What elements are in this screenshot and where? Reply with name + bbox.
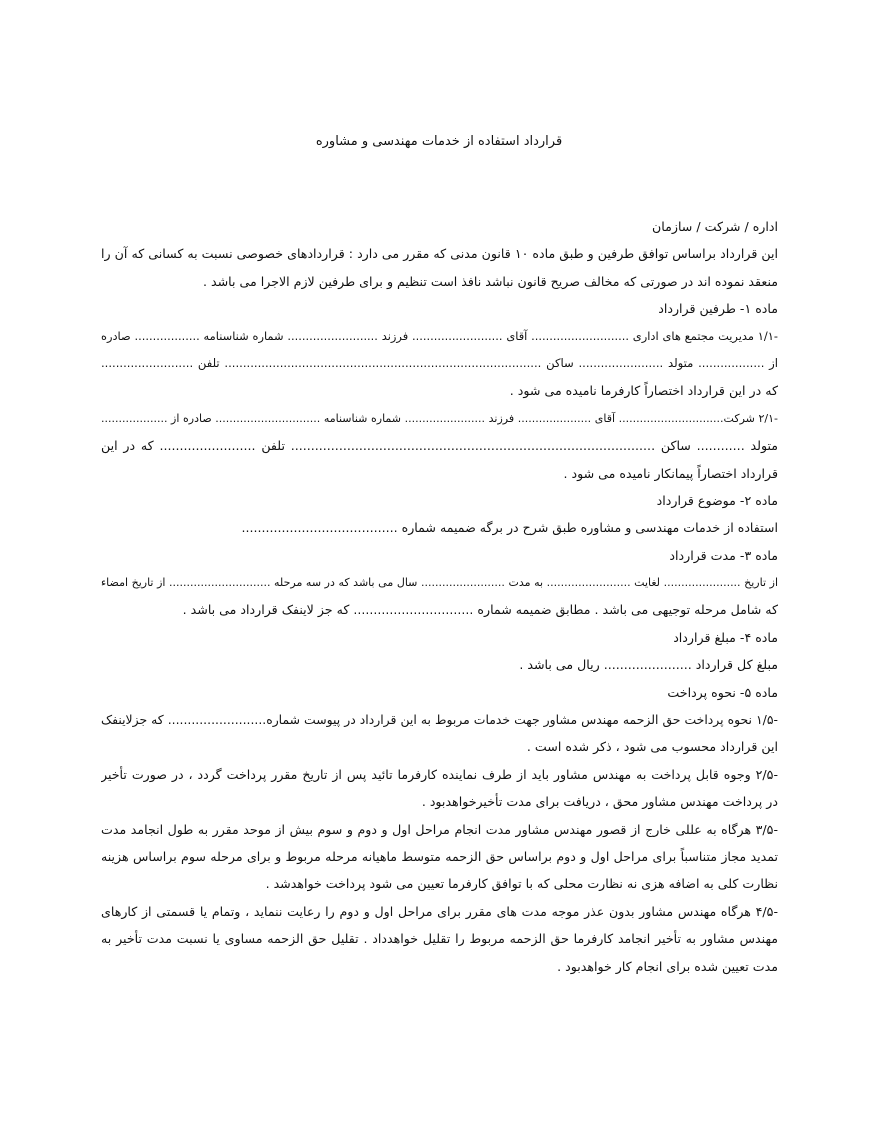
body-line: این قرارداد براساس توافق طرفین و طبق ماده ۱۰ قانون مدنی که مقرر می دارد : قراردادهای خصوصی نسبت به کسانی که آن را [101,246,778,262]
body-line: ماده ۵- نحوه پرداخت [667,684,778,700]
body-line: مدت تعیین شده برای انجام کار خواهدبود . [557,958,778,974]
body-line: ماده ۳- مدت قرارداد [669,547,778,563]
body-line: متولد ............ ساکن ........................................................................................... تلفن ........................ که در این [101,438,778,454]
body-line: -۱/۱ مدیریت مجتمع های اداری ........................... آقای ......................... فرزند ......................... شماره شناسنامه .................. صادره [101,328,778,343]
body-line: -۴/۵ هرگاه مهندس مشاور بدون عذر موجه مدت های مقرر برای مراحل اول و دوم را رعایت ننماید ، وتمام یا قسمتی از کارهای [101,903,778,919]
body-line: ماده ۲- موضوع قرارداد [656,492,778,508]
body-line: این قرارداد محسوب می شود ، ذکر شده است . [526,739,778,755]
body-line: مهندس مشاور به تأخیر انجامد کارفرما حق الزحمه مربوط را تقلیل خواهدداد . تقلیل حق الزحمه مساوی یا نسبت مدت تأخیر به [101,931,778,947]
body-line: -۱/۵ نحوه پرداخت حق الزحمه مهندس مشاور جهت خدمات مربوط به این قرارداد در پیوست شماره......................... که جزلاینفک [101,712,778,728]
body-line: در پرداخت مهندس مشاور محق ، دریافت برای مدت تأخیرخواهدبود . [421,794,778,810]
body-line: نظارت کلی به اضافه هزی نه نظارت محلی که با توافق کارفرما تعیین می شود پرداخت خواهدشد . [265,876,778,892]
body-line: قرارداد اختصاراً پیمانکار نامیده می شود . [563,465,778,481]
body-line: -۲/۵ وجوه قابل پرداخت به مهندس مشاور باید از طرف نماینده کارفرما تائید پس از تاریخ مقرر پرداخت گردد ، در صورت تأخیر [101,766,778,782]
body-line: از .................. متولد ....................... ساکن ...................................................................................... تلفن ......................... [101,355,778,370]
document-body [101,213,778,980]
body-line: ماده ۱- طرفین قرارداد [658,301,778,317]
body-line: که در این قرارداد اختصاراً کارفرما نامیده می شود . [509,383,778,399]
body-line: اداره / شرکت / سازمان [652,219,778,234]
body-line: ماده ۴- مبلغ قرارداد [673,629,778,645]
body-line: که شامل مرحله توجیهی می باشد . مطابق ضمیمه شماره .............................. که جز لاینفک قرارداد می باشد . [182,602,778,618]
body-line: -۳/۵ هرگاه به عللی خارج از قصور مهندس مشاور مدت انجام مراحل اول و دوم و سوم بیش از موحد مقرر به طول انجامد مدت [101,821,778,837]
body-line: تمدید مجاز متناسباً برای مراحل اول و دوم براساس حق الزحمه متوسط ماهیانه مرحله مربوط و برای مرحله سوم براساس هزینه [101,848,778,864]
body-line: از تاریخ ...................... لغایت ........................ به مدت ........................ سال می باشد که در سه مرحله ............................. از تاریخ امضاء [101,576,778,590]
document-title: قرارداد استفاده از خدمات مهندسی و مشاوره [315,134,563,149]
body-line: منعقد نموده اند در صورتی که مخالف صریح قانون نباشد نافذ است تنظیم و برای طرفین لازم الاجرا می باشد . [203,273,778,289]
body-line: -۲/۱ شرکت.............................. آقای ..................... فرزند ....................... شماره شناسنامه .............................. صادره از ................... [101,411,778,425]
body-line: مبلغ کل قرارداد ...................... ریال می باشد . [519,657,778,673]
body-line: استفاده از خدمات مهندسی و مشاوره طبق شرح در برگه ضمیمه شماره ....................................... [241,520,778,536]
